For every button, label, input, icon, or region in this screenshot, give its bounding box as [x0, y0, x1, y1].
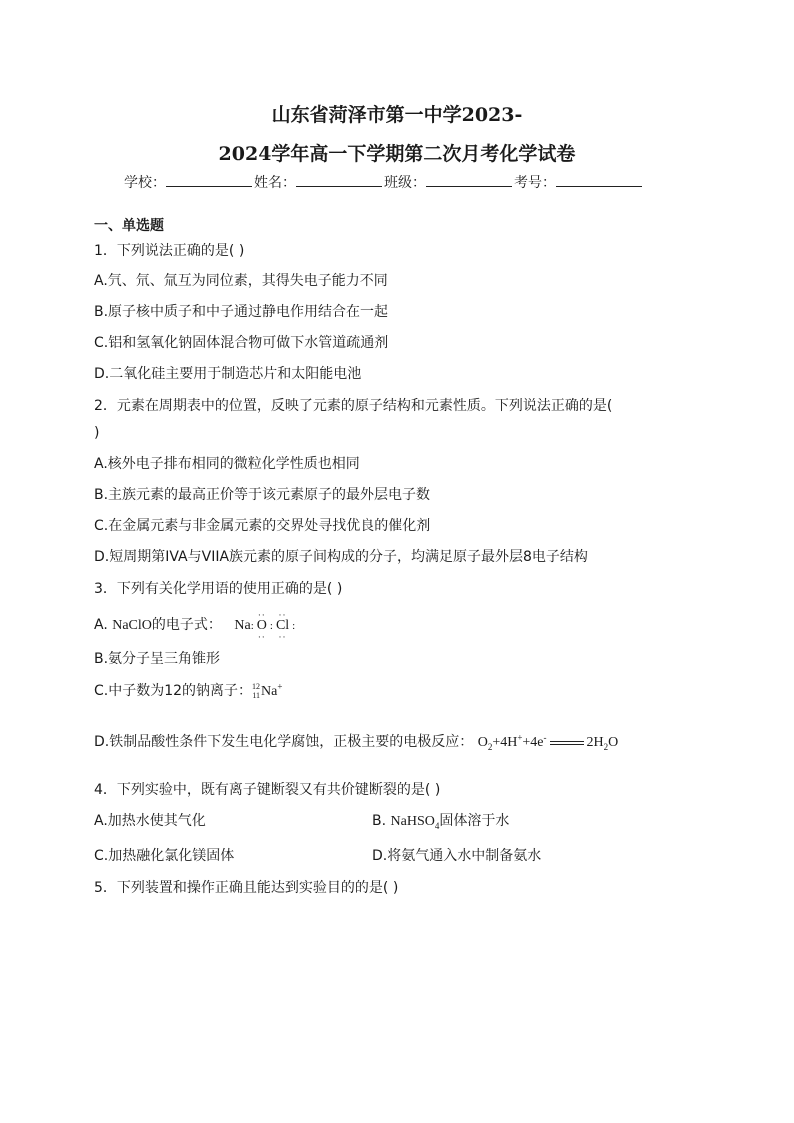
- q5-stem: 5．下列装置和操作正确且能达到实验目的的是( ): [94, 880, 399, 896]
- exam-title-line1: 山东省菏泽市第一中学2023-: [271, 104, 523, 126]
- electron-formula: Na: ·· O ·· : ·· Cl ·· :: [234, 610, 296, 642]
- reaction-equals-sign: [550, 741, 584, 745]
- q3-stem: 3．下列有关化学用语的使用正确的是( ): [94, 581, 343, 597]
- class-label: 班级：: [384, 175, 426, 191]
- isotope-numbers: 12 11: [252, 682, 261, 700]
- q3-option-c: C.中子数为12的钠离子：12 11Na+: [94, 681, 283, 700]
- q1-option-a: A.氕、氘、氚互为同位素，其得失电子能力不同: [94, 273, 388, 289]
- exam-number-label: 考号：: [514, 175, 556, 191]
- naclo-formula: NaClO: [112, 618, 152, 633]
- q3-option-b: B.氨分子呈三角锥形: [94, 651, 221, 667]
- exam-number-blank[interactable]: [556, 172, 642, 187]
- school-blank[interactable]: [166, 172, 252, 187]
- q1-option-b: B.原子核中质子和中子通过静电作用结合在一起: [94, 304, 389, 320]
- q2-stem: 2．元素在周期表中的位置，反映了元素的原子结构和元素性质。下列说法正确的是(: [94, 398, 613, 414]
- electrode-equation: $O_2+4H^++4e^-$ $2H_2O$: [477, 732, 619, 752]
- q2-option-c: C.在金属元素与非金属元素的交界处寻找优良的催化剂: [94, 518, 431, 534]
- q2-option-d: D.短周期第IVA与VIIA族元素的原子间构成的分子，均满足原子最外层8电子结构: [94, 549, 588, 565]
- q1-stem: 1．下列说法正确的是( ): [94, 243, 245, 259]
- student-info-row: [124, 172, 644, 192]
- q4-stem: 4．下列实验中，既有离子键断裂又有共价键断裂的是( ): [94, 782, 441, 798]
- school-label: 学校：: [124, 175, 166, 191]
- q1-option-c: C.铝和氢氧化钠固体混合物可做下水管道疏通剂: [94, 335, 389, 351]
- section-heading: 一、单选题: [94, 218, 164, 234]
- name-label: 姓名：: [254, 175, 296, 191]
- q2-option-b: B.主族元素的最高正价等于该元素原子的最外层电子数: [94, 487, 431, 503]
- q3-option-d: D.铁制品酸性条件下发生电化学腐蚀，正极主要的电极反应： $O_2+4H^++4e^-$ $2H_2O$: [94, 732, 619, 752]
- q3-option-a: A. NaClO的电子式： Na: ·· O ·· : ·· Cl ·· :: [94, 610, 296, 642]
- q4-option-c: C.加热融化氯化镁固体: [94, 848, 235, 864]
- q4-option-b: B. NaHSO$_4$固体溶于水: [372, 813, 510, 831]
- exam-title-line2: 2024学年高一下学期第二次月考化学试卷: [218, 143, 576, 165]
- q4-option-d: D.将氨气通入水中制备氨水: [372, 848, 542, 864]
- q1-option-d: D.二氧化硅主要用于制造芯片和太阳能电池: [94, 366, 362, 382]
- q2-option-a: A.核外电子排布相同的微粒化学性质也相同: [94, 456, 360, 472]
- q2-stem-cont: ): [94, 425, 100, 441]
- name-blank[interactable]: [296, 172, 382, 187]
- class-blank[interactable]: [426, 172, 512, 187]
- q4-option-a: A.加热水使其气化: [94, 813, 206, 829]
